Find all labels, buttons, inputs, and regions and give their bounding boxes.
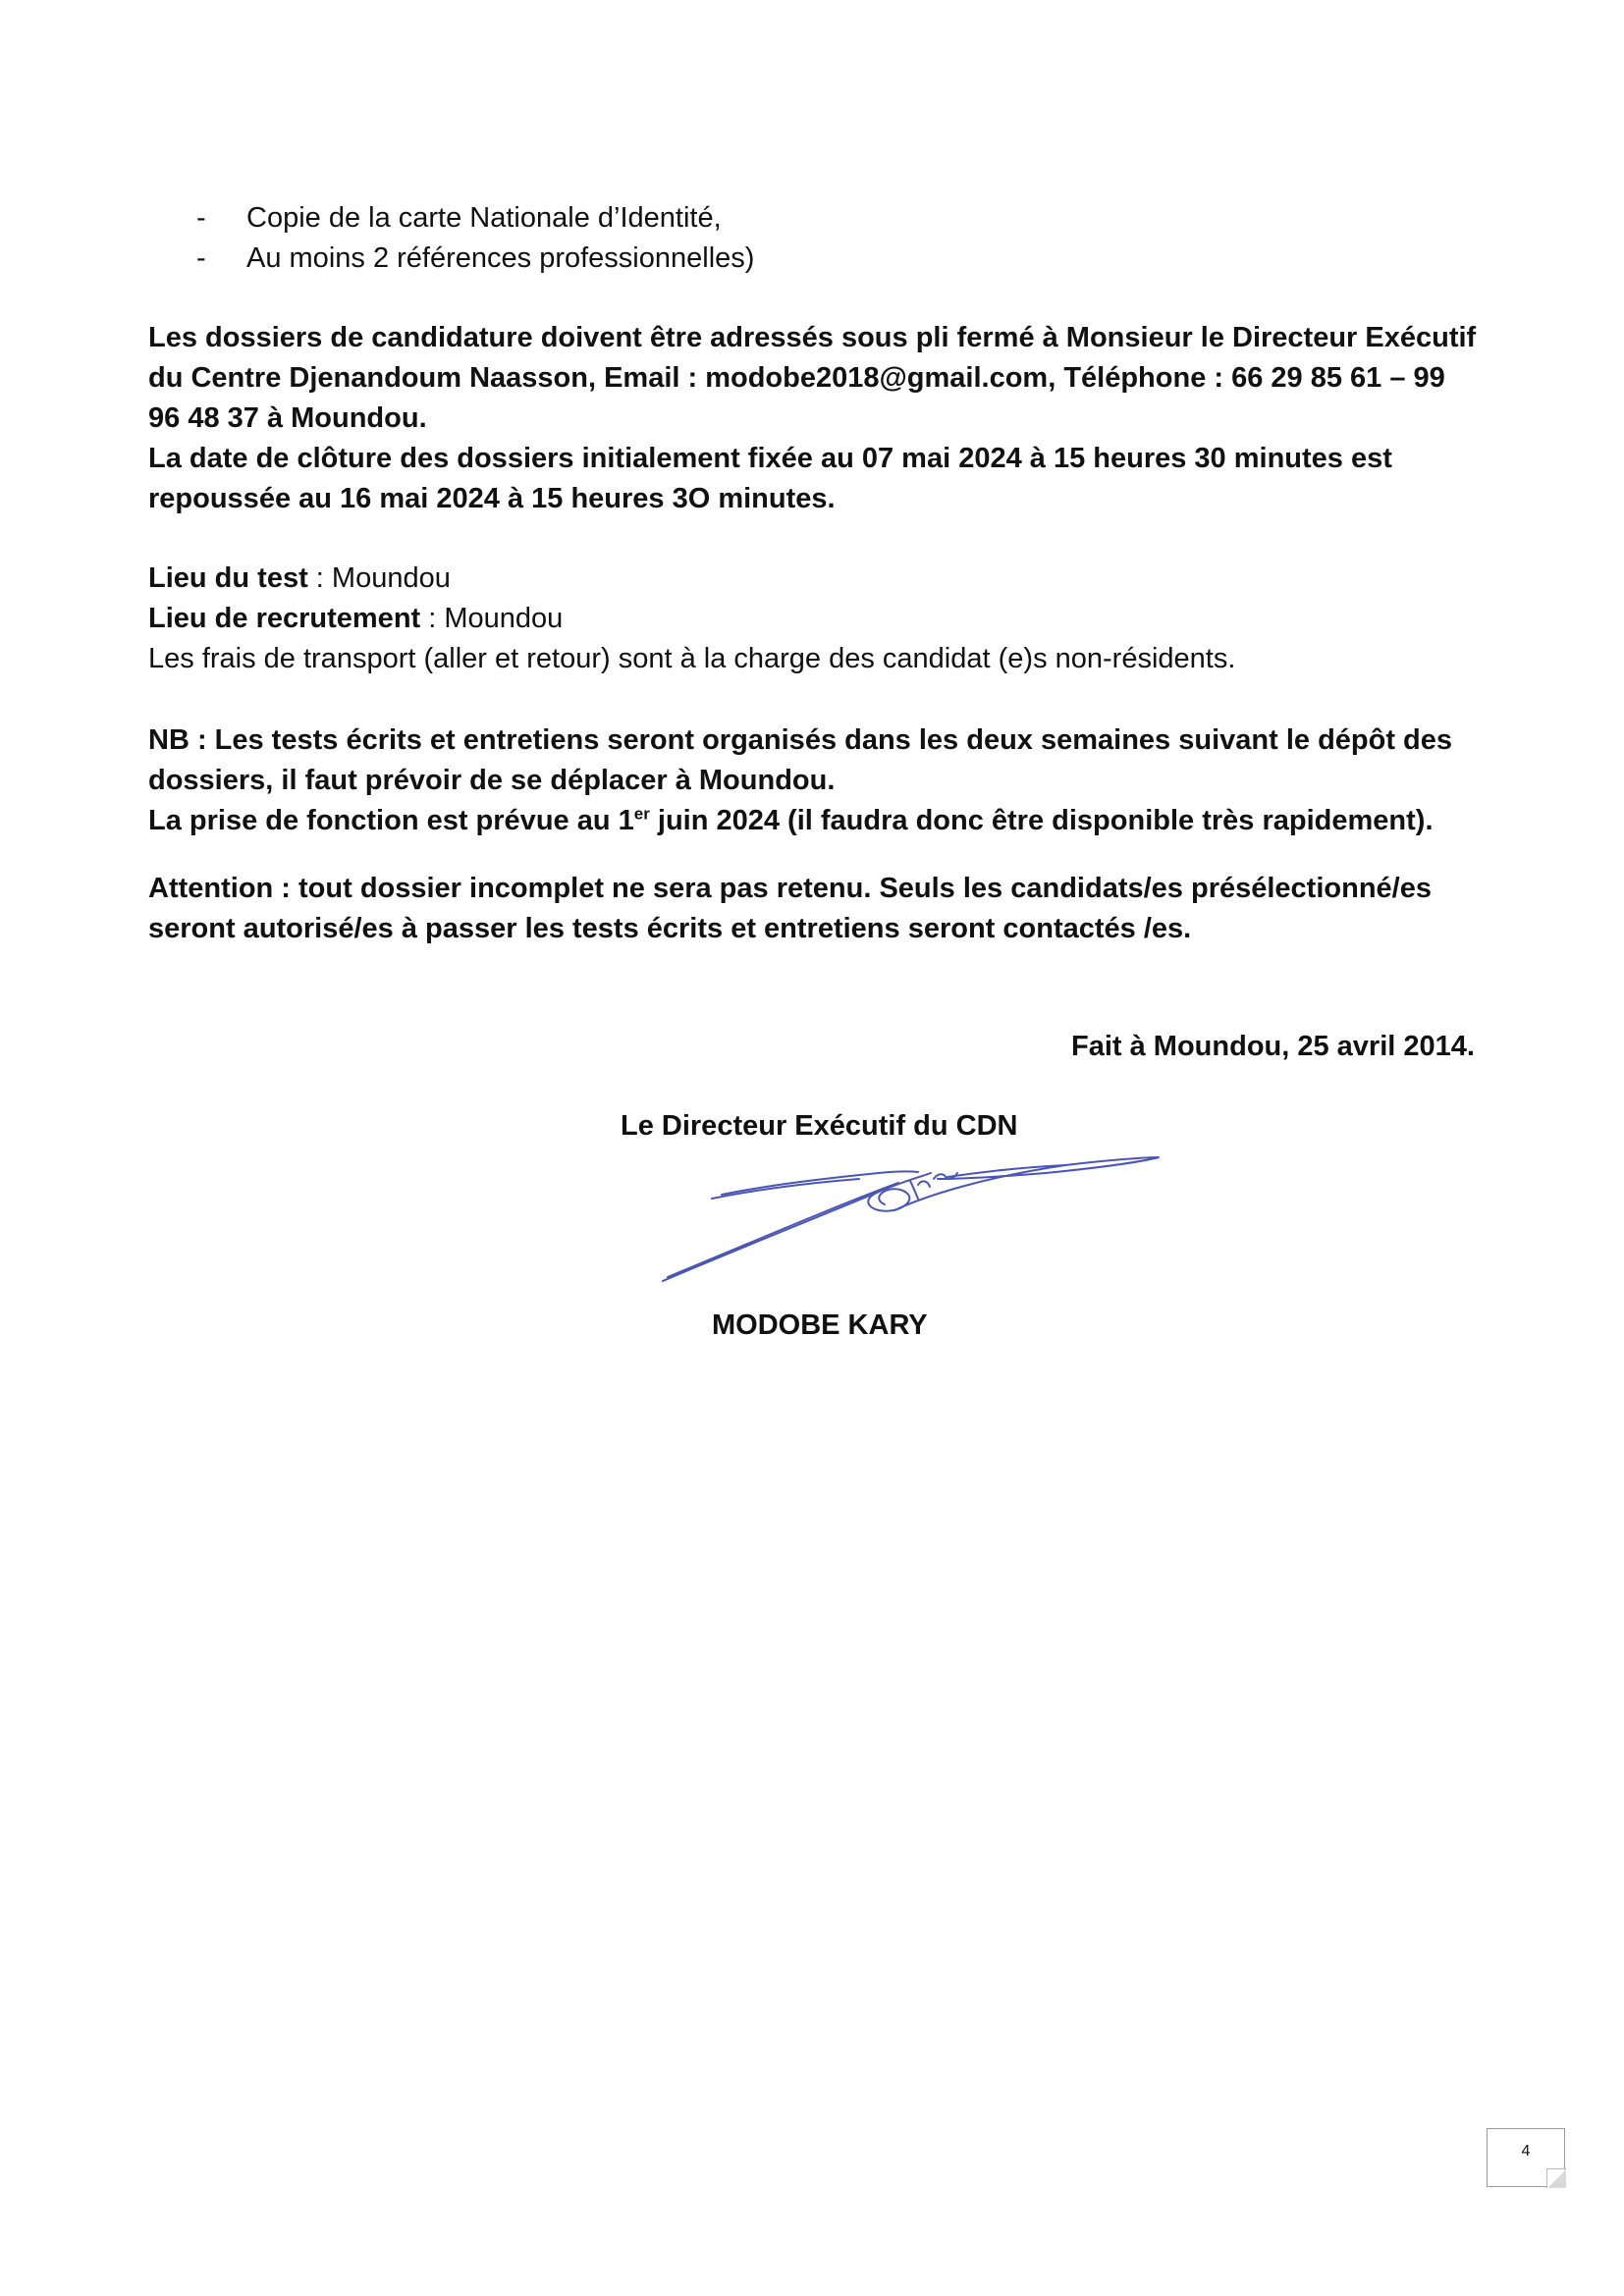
submission-line: du Centre Djenandoum Naasson, Email : modobe2018@gmail.com, Téléphone : 66 29 85 61 – 99 xyxy=(148,362,1445,394)
start-date-superscript: er xyxy=(633,804,650,824)
place-date: Fait à Moundou, 25 avril 2014. xyxy=(1071,1031,1475,1062)
bullet-item-references: Au moins 2 références professionnelles) xyxy=(246,242,755,274)
test-location-value: : Moundou xyxy=(307,562,451,594)
start-date-text-after: juin 2024 (il faudra donc être disponible très rapidement). xyxy=(649,805,1434,836)
handwritten-signature xyxy=(653,1144,1173,1291)
recruitment-location-value: : Moundou xyxy=(420,603,564,634)
test-location-label: Lieu du test xyxy=(148,562,308,594)
submission-line: 96 48 37 à Moundou. xyxy=(148,402,427,434)
bullet-dash: - xyxy=(196,242,206,274)
deadline-line: La date de clôture des dossiers initialement fixée au 07 mai 2024 à 15 heures 30 minutes est xyxy=(148,443,1392,474)
transport-note: Les frais de transport (aller et retour) sont à la charge des candidat (e)s non-résidents. xyxy=(148,643,1236,674)
submission-line: Les dossiers de candidature doivent être adressés sous pli fermé à Monsieur le Directeur Exécutif xyxy=(148,322,1477,353)
start-date-text-before: La prise de fonction est prévue au 1 xyxy=(148,805,634,836)
bullet-dash: - xyxy=(196,202,206,234)
page-fold-corner xyxy=(1546,2168,1566,2188)
bullet-item-id-card: Copie de la carte Nationale d’Identité, xyxy=(246,202,722,234)
signatory-name: MODOBE KARY xyxy=(712,1309,928,1341)
page-number-box xyxy=(1487,2128,1565,2187)
page-number: 4 xyxy=(1521,2143,1531,2160)
nb-line: NB : Les tests écrits et entretiens seront organisés dans les deux semaines suivant le dépôt des xyxy=(148,724,1453,756)
recruitment-location xyxy=(148,599,563,638)
start-date-line xyxy=(148,801,1434,840)
test-location xyxy=(148,559,451,598)
attention-line: seront autorisé/es à passer les tests écrits et entretiens seront contactés /es. xyxy=(148,913,1192,944)
attention-line: Attention : tout dossier incomplet ne sera pas retenu. Seuls les candidats/es présélectionné/es xyxy=(148,873,1432,904)
nb-line: dossiers, il faut prévoir de se déplacer à Moundou. xyxy=(148,765,836,796)
deadline-line: repoussée au 16 mai 2024 à 15 heures 3O minutes. xyxy=(148,483,836,514)
recruitment-location-label: Lieu de recrutement xyxy=(148,603,421,634)
signatory-title: Le Directeur Exécutif du CDN xyxy=(621,1110,1018,1142)
